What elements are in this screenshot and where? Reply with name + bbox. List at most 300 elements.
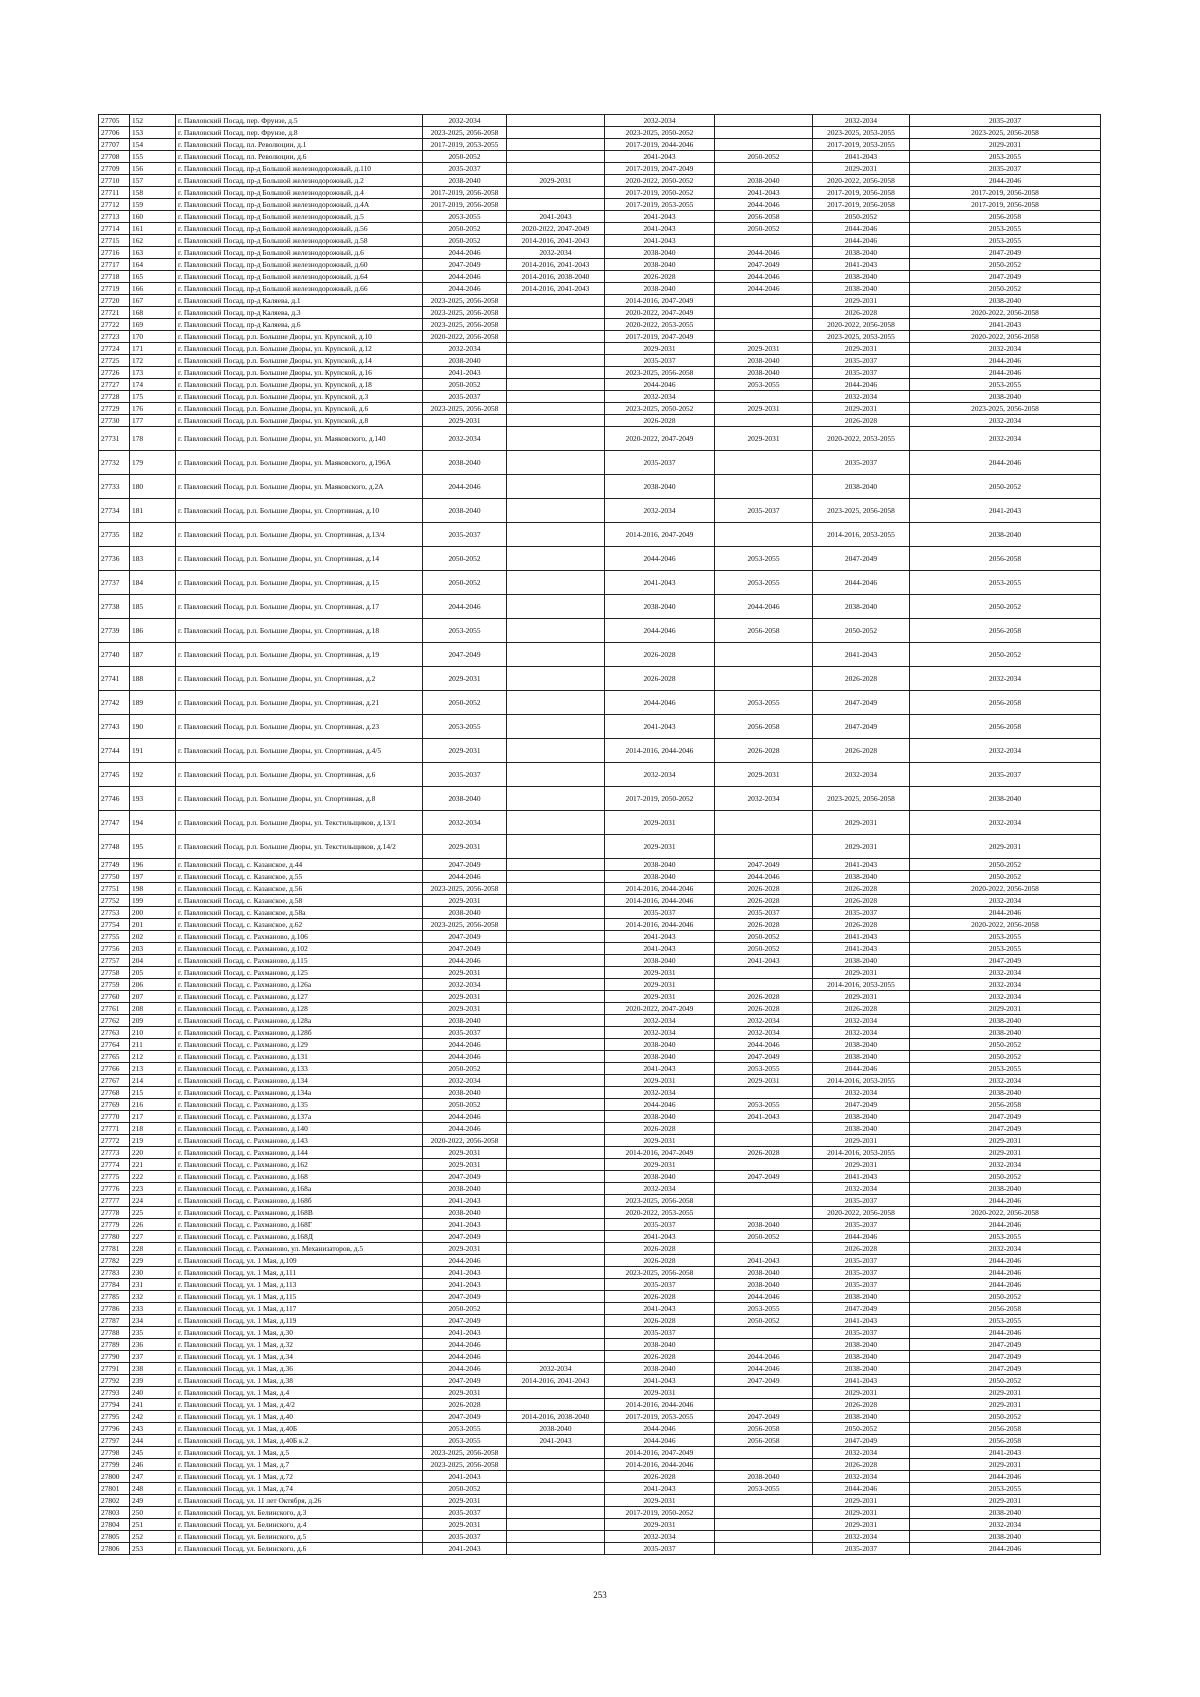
- period-5-cell: 2035-2037: [813, 1219, 910, 1231]
- period-5-cell: 2047-2049: [813, 1303, 910, 1315]
- period-1-cell: 2041-2043: [423, 367, 507, 379]
- row-number-cell: 27802: [99, 1495, 130, 1507]
- period-2-cell: [507, 1027, 605, 1039]
- item-number-cell: 238: [130, 1363, 176, 1375]
- period-6-cell: 2047-2049: [910, 271, 1101, 283]
- period-4-cell: [715, 1339, 813, 1351]
- period-6-cell: 2047-2049: [910, 1111, 1101, 1123]
- table-row: [99, 595, 1101, 619]
- row-number-cell: 27713: [99, 211, 130, 223]
- period-1-cell: 2017-2019, 2053-2055: [423, 139, 507, 151]
- period-4-cell: 2041-2043: [715, 187, 813, 199]
- row-number-cell: 27786: [99, 1303, 130, 1315]
- period-1-cell: 2047-2049: [423, 1231, 507, 1243]
- period-2-cell: [507, 187, 605, 199]
- table-row: [99, 895, 1101, 907]
- address-cell: г. Павловский Посад, с. Казанское, д.62: [176, 919, 423, 931]
- period-1-cell: 2044-2046: [423, 283, 507, 295]
- period-3-cell: 2035-2037: [605, 451, 715, 475]
- period-1-cell: 2020-2022, 2056-2058: [423, 331, 507, 343]
- table-body: [99, 115, 1101, 1555]
- period-4-cell: 2032-2034: [715, 1027, 813, 1039]
- item-number-cell: 223: [130, 1183, 176, 1195]
- item-number-cell: 154: [130, 139, 176, 151]
- period-3-cell: 2020-2022, 2047-2049: [605, 427, 715, 451]
- period-1-cell: 2038-2040: [423, 451, 507, 475]
- table-row: [99, 163, 1101, 175]
- address-cell: г. Павловский Посад, пер. Фрунзе, д.5: [176, 115, 423, 127]
- row-number-cell: 27770: [99, 1111, 130, 1123]
- item-number-cell: 187: [130, 643, 176, 667]
- period-3-cell: 2029-2031: [605, 1075, 715, 1087]
- period-6-cell: 2050-2052: [910, 1171, 1101, 1183]
- period-2-cell: 2020-2022, 2047-2049: [507, 223, 605, 235]
- period-3-cell: 2041-2043: [605, 715, 715, 739]
- period-6-cell: 2029-2031: [910, 1399, 1101, 1411]
- period-6-cell: 2020-2022, 2056-2058: [910, 1207, 1101, 1219]
- period-6-cell: 2044-2046: [910, 1471, 1101, 1483]
- period-2-cell: [507, 1183, 605, 1195]
- table-row: [99, 943, 1101, 955]
- period-4-cell: 2026-2028: [715, 991, 813, 1003]
- period-2-cell: [507, 715, 605, 739]
- table-row: [99, 955, 1101, 967]
- table-row: [99, 1327, 1101, 1339]
- row-number-cell: 27715: [99, 235, 130, 247]
- item-number-cell: 218: [130, 1123, 176, 1135]
- period-2-cell: [507, 1171, 605, 1183]
- row-number-cell: 27760: [99, 991, 130, 1003]
- period-6-cell: 2050-2052: [910, 1291, 1101, 1303]
- item-number-cell: 253: [130, 1543, 176, 1555]
- period-5-cell: 2032-2034: [813, 1015, 910, 1027]
- table-row: [99, 1507, 1101, 1519]
- period-1-cell: 2029-2031: [423, 895, 507, 907]
- period-4-cell: [715, 475, 813, 499]
- period-6-cell: 2029-2031: [910, 1387, 1101, 1399]
- period-4-cell: 2044-2046: [715, 247, 813, 259]
- period-6-cell: 2056-2058: [910, 1099, 1101, 1111]
- period-3-cell: 2035-2037: [605, 1543, 715, 1555]
- item-number-cell: 211: [130, 1039, 176, 1051]
- period-3-cell: 2029-2031: [605, 1495, 715, 1507]
- period-6-cell: 2038-2040: [910, 1531, 1101, 1543]
- period-2-cell: [507, 1123, 605, 1135]
- address-cell: г. Павловский Посад, ул. Белинского, д.3: [176, 1507, 423, 1519]
- period-5-cell: 2041-2043: [813, 1315, 910, 1327]
- schedule-table: [98, 114, 1100, 1555]
- item-number-cell: 176: [130, 403, 176, 415]
- period-2-cell: 2041-2043: [507, 211, 605, 223]
- period-1-cell: 2032-2034: [423, 1075, 507, 1087]
- item-number-cell: 164: [130, 259, 176, 271]
- address-cell: г. Павловский Посад, ул. 1 Мая, д.72: [176, 1471, 423, 1483]
- address-cell: г. Павловский Посад, с. Рахманово, д.128а: [176, 1015, 423, 1027]
- period-3-cell: 2041-2043: [605, 571, 715, 595]
- period-5-cell: 2035-2037: [813, 1327, 910, 1339]
- period-4-cell: 2047-2049: [715, 259, 813, 271]
- period-1-cell: 2038-2040: [423, 1015, 507, 1027]
- period-1-cell: 2029-2031: [423, 1519, 507, 1531]
- table-row: [99, 1051, 1101, 1063]
- row-number-cell: 27717: [99, 259, 130, 271]
- table-row: [99, 451, 1101, 475]
- table-row: [99, 1291, 1101, 1303]
- period-2-cell: [507, 499, 605, 523]
- period-5-cell: 2029-2031: [813, 1387, 910, 1399]
- row-number-cell: 27798: [99, 1447, 130, 1459]
- table-row: [99, 1543, 1101, 1555]
- period-4-cell: [715, 415, 813, 427]
- period-4-cell: 2035-2037: [715, 499, 813, 523]
- period-1-cell: 2053-2055: [423, 1435, 507, 1447]
- table-row: [99, 667, 1101, 691]
- period-1-cell: 2017-2019, 2056-2058: [423, 187, 507, 199]
- period-6-cell: 2035-2037: [910, 115, 1101, 127]
- period-2-cell: [507, 1195, 605, 1207]
- period-3-cell: 2035-2037: [605, 1327, 715, 1339]
- period-2-cell: [507, 355, 605, 367]
- period-3-cell: 2029-2031: [605, 343, 715, 355]
- table-row: [99, 187, 1101, 199]
- item-number-cell: 157: [130, 175, 176, 187]
- period-6-cell: 2041-2043: [910, 1447, 1101, 1459]
- row-number-cell: 27797: [99, 1435, 130, 1447]
- table-row: [99, 151, 1101, 163]
- table-row: [99, 391, 1101, 403]
- period-3-cell: 2044-2046: [605, 1423, 715, 1435]
- period-3-cell: 2017-2019, 2047-2049: [605, 163, 715, 175]
- item-number-cell: 224: [130, 1195, 176, 1207]
- row-number-cell: 27742: [99, 691, 130, 715]
- address-cell: г. Павловский Посад, с. Рахманово, д.102: [176, 943, 423, 955]
- row-number-cell: 27796: [99, 1423, 130, 1435]
- period-5-cell: 2029-2031: [813, 811, 910, 835]
- table-row: [99, 907, 1101, 919]
- period-6-cell: 2035-2037: [910, 763, 1101, 787]
- period-5-cell: 2029-2031: [813, 1519, 910, 1531]
- period-6-cell: 2032-2034: [910, 979, 1101, 991]
- item-number-cell: 234: [130, 1315, 176, 1327]
- period-5-cell: 2041-2043: [813, 931, 910, 943]
- period-4-cell: 2053-2055: [715, 691, 813, 715]
- period-3-cell: 2029-2031: [605, 1135, 715, 1147]
- period-5-cell: 2035-2037: [813, 1255, 910, 1267]
- row-number-cell: 27789: [99, 1339, 130, 1351]
- period-2-cell: 2014-2016, 2038-2040: [507, 271, 605, 283]
- table-row: [99, 1495, 1101, 1507]
- period-2-cell: [507, 1531, 605, 1543]
- period-5-cell: 2029-2031: [813, 1495, 910, 1507]
- period-5-cell: 2038-2040: [813, 1411, 910, 1423]
- item-number-cell: 227: [130, 1231, 176, 1243]
- address-cell: г. Павловский Посад, ул. 1 Мая, д.40Б к.2: [176, 1435, 423, 1447]
- period-4-cell: [715, 1327, 813, 1339]
- row-number-cell: 27732: [99, 451, 130, 475]
- period-5-cell: 2029-2031: [813, 1135, 910, 1147]
- row-number-cell: 27791: [99, 1363, 130, 1375]
- period-5-cell: 2035-2037: [813, 355, 910, 367]
- table-row: [99, 1255, 1101, 1267]
- address-cell: г. Павловский Посад, р.п. Большие Дворы, ул. Спортивная, д.17: [176, 595, 423, 619]
- period-2-cell: [507, 1351, 605, 1363]
- item-number-cell: 167: [130, 295, 176, 307]
- row-number-cell: 27784: [99, 1279, 130, 1291]
- table-row: [99, 1435, 1101, 1447]
- period-2-cell: [507, 991, 605, 1003]
- period-6-cell: 2050-2052: [910, 1375, 1101, 1387]
- period-6-cell: 2047-2049: [910, 247, 1101, 259]
- period-6-cell: 2053-2055: [910, 1315, 1101, 1327]
- item-number-cell: 190: [130, 715, 176, 739]
- period-3-cell: 2032-2034: [605, 1027, 715, 1039]
- period-5-cell: 2020-2022, 2056-2058: [813, 1207, 910, 1219]
- period-6-cell: 2032-2034: [910, 967, 1101, 979]
- period-1-cell: 2047-2049: [423, 1375, 507, 1387]
- period-1-cell: 2020-2022, 2056-2058: [423, 1135, 507, 1147]
- item-number-cell: 226: [130, 1219, 176, 1231]
- address-cell: г. Павловский Посад, пр-д Большой железнодорожный, д.4: [176, 187, 423, 199]
- row-number-cell: 27725: [99, 355, 130, 367]
- period-6-cell: 2032-2034: [910, 427, 1101, 451]
- table-row: [99, 1003, 1101, 1015]
- period-4-cell: 2041-2043: [715, 1255, 813, 1267]
- period-6-cell: 2032-2034: [910, 1243, 1101, 1255]
- table-row: [99, 1483, 1101, 1495]
- period-3-cell: 2023-2025, 2050-2052: [605, 127, 715, 139]
- table-row: [99, 139, 1101, 151]
- row-number-cell: 27805: [99, 1531, 130, 1543]
- period-2-cell: [507, 367, 605, 379]
- table-row: [99, 991, 1101, 1003]
- period-3-cell: 2038-2040: [605, 283, 715, 295]
- period-2-cell: [507, 1447, 605, 1459]
- table-row: [99, 811, 1101, 835]
- row-number-cell: 27777: [99, 1195, 130, 1207]
- period-6-cell: 2032-2034: [910, 415, 1101, 427]
- period-1-cell: 2044-2046: [423, 955, 507, 967]
- address-cell: г. Павловский Посад, ул. 1 Мая, д.7: [176, 1459, 423, 1471]
- address-cell: г. Павловский Посад, ул. 1 Мая, д.4: [176, 1387, 423, 1399]
- row-number-cell: 27757: [99, 955, 130, 967]
- period-2-cell: [507, 1255, 605, 1267]
- period-1-cell: 2050-2052: [423, 1063, 507, 1075]
- period-2-cell: [507, 811, 605, 835]
- table-row: [99, 883, 1101, 895]
- table-row: [99, 1027, 1101, 1039]
- table-row: [99, 547, 1101, 571]
- period-6-cell: 2050-2052: [910, 259, 1101, 271]
- period-3-cell: 2035-2037: [605, 1279, 715, 1291]
- table-row: [99, 367, 1101, 379]
- table-row: [99, 307, 1101, 319]
- item-number-cell: 204: [130, 955, 176, 967]
- period-3-cell: 2014-2016, 2044-2046: [605, 1399, 715, 1411]
- period-3-cell: 2038-2040: [605, 859, 715, 871]
- period-4-cell: [715, 391, 813, 403]
- period-5-cell: 2038-2040: [813, 595, 910, 619]
- period-6-cell: 2047-2049: [910, 1351, 1101, 1363]
- period-5-cell: 2032-2034: [813, 1447, 910, 1459]
- row-number-cell: 27772: [99, 1135, 130, 1147]
- period-5-cell: 2038-2040: [813, 475, 910, 499]
- period-1-cell: 2035-2037: [423, 523, 507, 547]
- period-6-cell: 2056-2058: [910, 691, 1101, 715]
- period-1-cell: 2047-2049: [423, 643, 507, 667]
- item-number-cell: 192: [130, 763, 176, 787]
- period-4-cell: 2044-2046: [715, 199, 813, 211]
- period-1-cell: 2038-2040: [423, 499, 507, 523]
- period-4-cell: 2044-2046: [715, 595, 813, 619]
- period-3-cell: 2023-2025, 2056-2058: [605, 1267, 715, 1279]
- period-3-cell: 2038-2040: [605, 595, 715, 619]
- item-number-cell: 251: [130, 1519, 176, 1531]
- address-cell: г. Павловский Посад, с. Рахманово, д.106: [176, 931, 423, 943]
- address-cell: г. Павловский Посад, с. Казанское, д.58а: [176, 907, 423, 919]
- period-3-cell: 2026-2028: [605, 415, 715, 427]
- period-2-cell: [507, 319, 605, 331]
- period-4-cell: 2026-2028: [715, 919, 813, 931]
- row-number-cell: 27768: [99, 1087, 130, 1099]
- period-1-cell: 2029-2031: [423, 1003, 507, 1015]
- table-row: [99, 403, 1101, 415]
- table-row: [99, 1471, 1101, 1483]
- period-5-cell: 2032-2034: [813, 1183, 910, 1195]
- item-number-cell: 206: [130, 979, 176, 991]
- row-number-cell: 27762: [99, 1015, 130, 1027]
- address-cell: г. Павловский Посад, р.п. Большие Дворы, ул. Маяковского, д.2А: [176, 475, 423, 499]
- period-4-cell: 2053-2055: [715, 1099, 813, 1111]
- period-2-cell: [507, 1291, 605, 1303]
- period-1-cell: 2050-2052: [423, 1303, 507, 1315]
- table-row: [99, 1315, 1101, 1327]
- period-5-cell: 2014-2016, 2053-2055: [813, 1075, 910, 1087]
- row-number-cell: 27751: [99, 883, 130, 895]
- period-2-cell: [507, 763, 605, 787]
- item-number-cell: 153: [130, 127, 176, 139]
- period-2-cell: [507, 475, 605, 499]
- period-1-cell: 2023-2025, 2056-2058: [423, 319, 507, 331]
- period-4-cell: [715, 967, 813, 979]
- period-3-cell: 2020-2022, 2053-2055: [605, 1207, 715, 1219]
- row-number-cell: 27744: [99, 739, 130, 763]
- address-cell: г. Павловский Посад, р.п. Большие Дворы, ул. Крупской, д.14: [176, 355, 423, 367]
- period-5-cell: 2050-2052: [813, 211, 910, 223]
- address-cell: г. Павловский Посад, с. Казанское, д.58: [176, 895, 423, 907]
- period-4-cell: [715, 1399, 813, 1411]
- address-cell: г. Павловский Посад, с. Рахманово, д.125: [176, 967, 423, 979]
- period-1-cell: 2029-2031: [423, 1495, 507, 1507]
- period-1-cell: 2041-2043: [423, 1543, 507, 1555]
- row-number-cell: 27733: [99, 475, 130, 499]
- address-cell: г. Павловский Посад, ул. 1 Мая, д.115: [176, 1291, 423, 1303]
- period-6-cell: 2038-2040: [910, 1087, 1101, 1099]
- period-5-cell: 2032-2034: [813, 391, 910, 403]
- period-1-cell: 2044-2046: [423, 1363, 507, 1375]
- row-number-cell: 27799: [99, 1459, 130, 1471]
- period-2-cell: 2038-2040: [507, 1423, 605, 1435]
- period-5-cell: 2017-2019, 2056-2058: [813, 199, 910, 211]
- address-cell: г. Павловский Посад, с. Рахманово, д.131: [176, 1051, 423, 1063]
- period-4-cell: 2047-2049: [715, 1375, 813, 1387]
- row-number-cell: 27735: [99, 523, 130, 547]
- period-4-cell: [715, 1243, 813, 1255]
- item-number-cell: 194: [130, 811, 176, 835]
- address-cell: г. Павловский Посад, пр-д Каляева, д.6: [176, 319, 423, 331]
- item-number-cell: 188: [130, 667, 176, 691]
- address-cell: г. Павловский Посад, р.п. Большие Дворы, ул. Спортивная, д.2: [176, 667, 423, 691]
- period-6-cell: 2032-2034: [910, 895, 1101, 907]
- period-4-cell: 2053-2055: [715, 1483, 813, 1495]
- period-1-cell: 2023-2025, 2056-2058: [423, 883, 507, 895]
- period-5-cell: 2029-2031: [813, 163, 910, 175]
- period-5-cell: 2041-2043: [813, 643, 910, 667]
- table-row: [99, 1279, 1101, 1291]
- period-3-cell: 2026-2028: [605, 271, 715, 283]
- period-3-cell: 2026-2028: [605, 667, 715, 691]
- row-number-cell: 27780: [99, 1231, 130, 1243]
- table-row: [99, 1219, 1101, 1231]
- address-cell: г. Павловский Посад, р.п. Большие Дворы, ул. Крупской, д.10: [176, 331, 423, 343]
- address-cell: г. Павловский Посад, пер. Фрунзе, д.8: [176, 127, 423, 139]
- period-5-cell: 2026-2028: [813, 1243, 910, 1255]
- period-1-cell: 2023-2025, 2056-2058: [423, 127, 507, 139]
- period-3-cell: 2017-2019, 2053-2055: [605, 1411, 715, 1423]
- period-3-cell: 2038-2040: [605, 1363, 715, 1375]
- period-1-cell: 2053-2055: [423, 619, 507, 643]
- period-3-cell: 2044-2046: [605, 691, 715, 715]
- period-3-cell: 2020-2022, 2053-2055: [605, 319, 715, 331]
- period-6-cell: 2032-2034: [910, 343, 1101, 355]
- period-4-cell: [715, 835, 813, 859]
- row-number-cell: 27720: [99, 295, 130, 307]
- period-4-cell: 2032-2034: [715, 1015, 813, 1027]
- period-1-cell: 2029-2031: [423, 415, 507, 427]
- period-5-cell: 2035-2037: [813, 451, 910, 475]
- row-number-cell: 27781: [99, 1243, 130, 1255]
- period-2-cell: 2032-2034: [507, 247, 605, 259]
- table-row: [99, 1195, 1101, 1207]
- row-number-cell: 27795: [99, 1411, 130, 1423]
- period-6-cell: 2050-2052: [910, 643, 1101, 667]
- table-row: [99, 1135, 1101, 1147]
- table-row: [99, 499, 1101, 523]
- row-number-cell: 27750: [99, 871, 130, 883]
- period-5-cell: 2038-2040: [813, 247, 910, 259]
- period-2-cell: [507, 1039, 605, 1051]
- item-number-cell: 178: [130, 427, 176, 451]
- period-2-cell: 2014-2016, 2038-2040: [507, 1411, 605, 1423]
- row-number-cell: 27801: [99, 1483, 130, 1495]
- period-3-cell: 2038-2040: [605, 259, 715, 271]
- table-row: [99, 523, 1101, 547]
- item-number-cell: 216: [130, 1099, 176, 1111]
- row-number-cell: 27773: [99, 1147, 130, 1159]
- period-4-cell: 2038-2040: [715, 1267, 813, 1279]
- period-3-cell: 2029-2031: [605, 811, 715, 835]
- period-1-cell: 2029-2031: [423, 967, 507, 979]
- item-number-cell: 160: [130, 211, 176, 223]
- period-1-cell: 2047-2049: [423, 943, 507, 955]
- item-number-cell: 250: [130, 1507, 176, 1519]
- row-number-cell: 27783: [99, 1267, 130, 1279]
- table-row: [99, 331, 1101, 343]
- period-3-cell: 2014-2016, 2044-2046: [605, 883, 715, 895]
- period-2-cell: 2014-2016, 2041-2043: [507, 235, 605, 247]
- period-2-cell: [507, 943, 605, 955]
- period-1-cell: 2047-2049: [423, 259, 507, 271]
- row-number-cell: 27769: [99, 1099, 130, 1111]
